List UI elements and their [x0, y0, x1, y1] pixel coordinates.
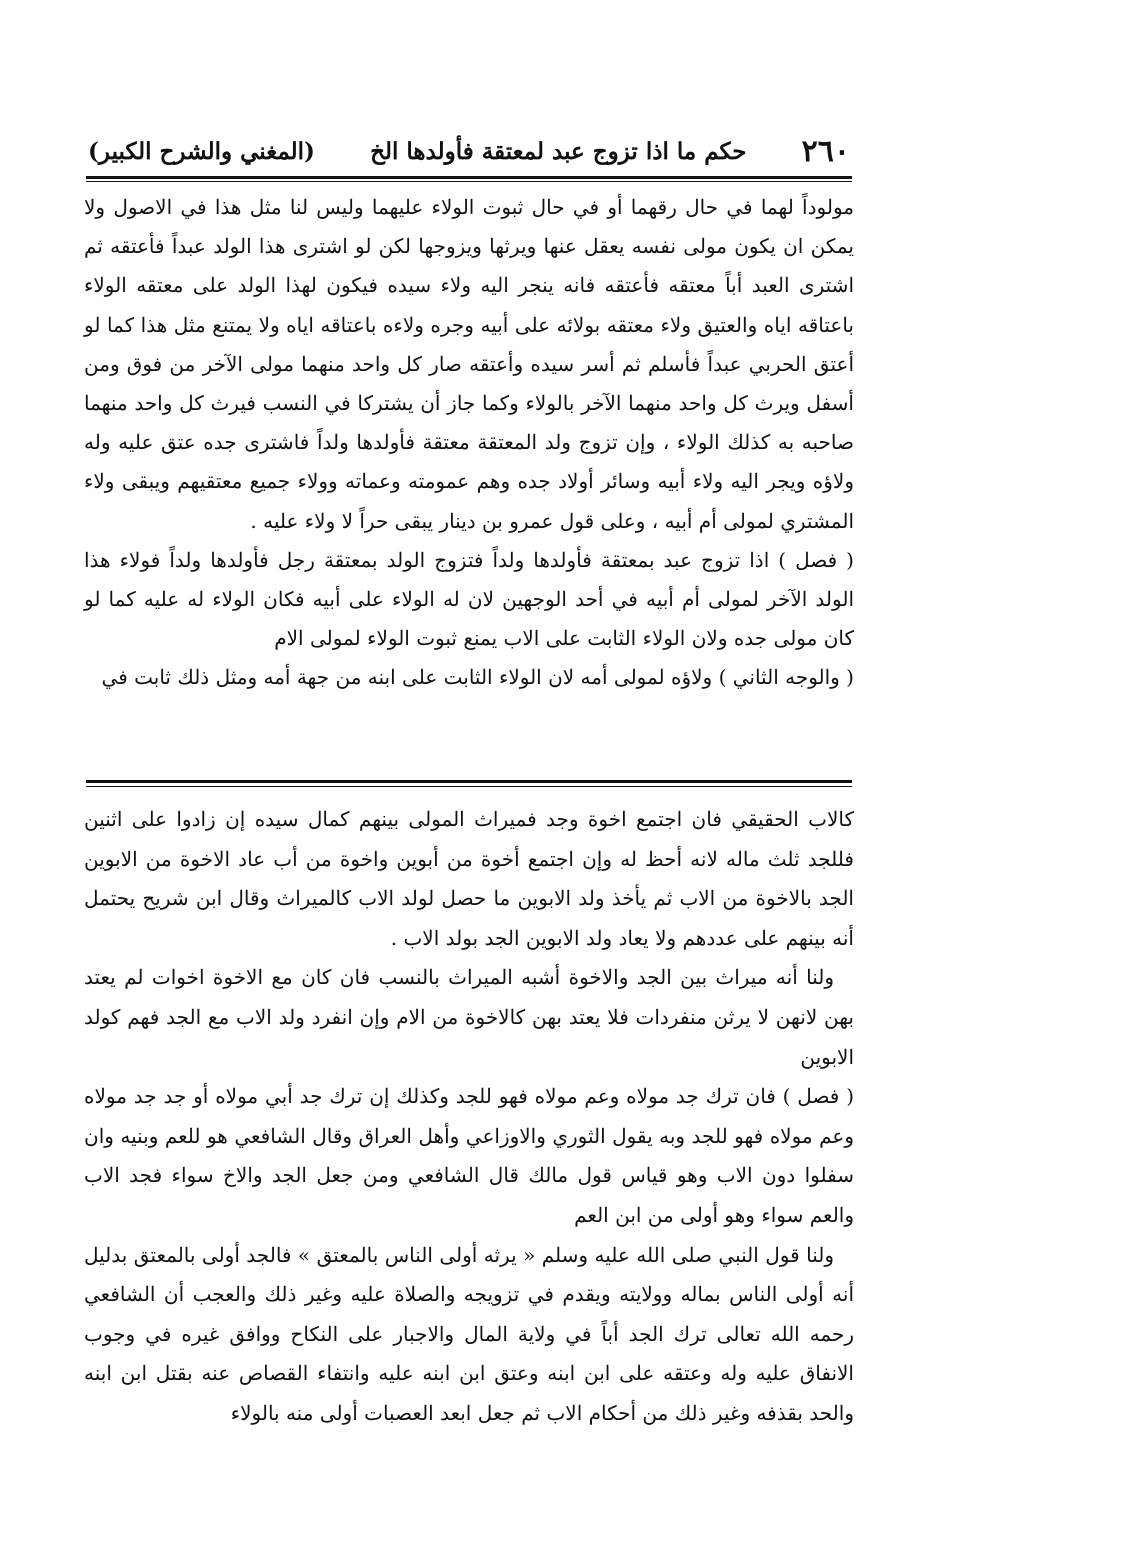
main-text [84, 188, 854, 698]
commentary-paragraph: ولنا أنه ميراث بين الجد والاخوة أشبه الميراث بالنسب فان كان مع الاخوة اخوات لم يعتد بهن لانهن لا يرثن منفردات فلا يعتد بهن كالاخوة من الام وإن انفرد ولد الاب مع الجد فهم كولد الابوين [84, 965, 854, 1069]
commentary-paragraph: ( فصل ) فان ترك جد مولاه وعم مولاه فهو للجد وكذلك إن ترك جد أبي مولاه أو جد جد مولاه وعم مولاه فهو للجد وبه يقول الثوري والاوزاعي وأهل العراق وقال الشافعي هو للعم وبنيه وان سفلوا دون الاب وهو قياس قول مالك قال الشافعي ومن جعل الجد والاخ سواء فجد الاب والعم سواء وهو أولى من ابن العم [84, 1084, 854, 1227]
section-divider [86, 780, 852, 783]
section-title: حكم ما اذا تزوج عبد لمعتقة فأولدها الخ [370, 137, 747, 165]
commentary-paragraph: ولنا قول النبي صلى الله عليه وسلم « يرثه أولى الناس بالمعتق » فالجد أولى بالمعتق بدليل أنه أولى الناس بماله وولايته ويقدم في تزويجه والصلاة عليه وغير ذلك والعجب أن الشافعي رحمه الله تعالى ترك الجد أباً في ولاية المال والاجبار على النكاح ووافق غيره في وجوب الانفاق عليه وله وعتقه على ابن ابنه وعتق ابن ابنه عليه وانتفاء القصاص عنه بقتل ابن ابنه والحد بقذفه وغير ذلك من أحكام الاب ثم جعل ابعد العصبات أولى منه بالولاء [84, 1242, 854, 1425]
section-divider-thin [86, 786, 852, 787]
commentary-paragraph: كالاب الحقيقي فان اجتمع اخوة وجد فميراث المولى بينهم كمال سيده إن زادوا على اثنين فللجد ثلث ماله لانه أحظ له وإن اجتمع أخوة من أبوين واخوة من أب عاد الاخوة من الابوين الجد بالاخوة من الاب ثم يأخذ ولد الابوين ما حصل لولد الاب كالميراث وقال ابن شريح يحتمل أنه بينهم على عددهم ولا يعاد ولد الابوين الجد بولد الاب . [84, 807, 854, 950]
book-title: (المغني والشرح الكبير) [88, 137, 315, 165]
page-number: ٢٦٠ [801, 133, 850, 169]
header-rule [86, 176, 852, 179]
header-rule-thin [86, 181, 852, 182]
main-paragraph: مولوداً لهما في حال رقهما أو في حال ثبوت الولاء عليهما وليس لنا مثل هذا في الاصول ولا يمكن ان يكون مولى نفسه يعقل عنها ويرثها ويزوجها لكن لو اشترى هذا الولد عبداً فأعتقه ثم اشترى العبد أباً معتقه فأعتقه فانه ينجر اليه ولاء سيده فيكون لهذا الولد على معتقه الولاء باعتاقه اياه والعتيق ولاء معتقه بولائه على أبيه وجره ولاءه باعتاقه اياه ولا يمتنع مثل هذا كما لو أعتق الحربي عبداً فأسلم ثم أسر سيده وأعتقه صار كل واحد منهما مولى الآخر من فوق ومن أسفل ويرث كل واحد منهما الآخر بالولاء وكما جاز أن يشتركا في النسب فيرث كل واحد منهما صاحبه به كذلك الولاء ، وإن تزوج ولد المعتقة معتقة فأولدها ولداً فاشترى جده عتق عليه وله ولاؤه ويجر اليه ولاء أبيه وسائر أولاد جده وهم عمومته وعماته وولاء جميع معتقيهم ويبقى ولاء المشتري لمولى أم أبيه ، وعلى قول عمرو بن دينار يبقى حراً لا ولاء عليه . [84, 195, 854, 533]
page-header [88, 128, 850, 174]
main-paragraph: ( فصل ) اذا تزوج عبد بمعتقة فأولدها ولداً فتزوج الولد بمعتقة رجل فأولدها ولداً فولاء هذا الولد الآخر لمولى أم أبيه في أحد الوجهين لان له الولاء على أبيه فكان الولاء له عليه كما لو كان مولى جده ولان الولاء الثابت على الاب يمنع ثبوت الولاء لمولى الام [84, 547, 854, 651]
commentary-text [84, 800, 854, 1434]
main-paragraph: ( والوجه الثاني ) ولاؤه لمولى أمه لان الولاء الثابت على ابنه من جهة أمه ومثل ذلك ثابت في [101, 665, 854, 690]
